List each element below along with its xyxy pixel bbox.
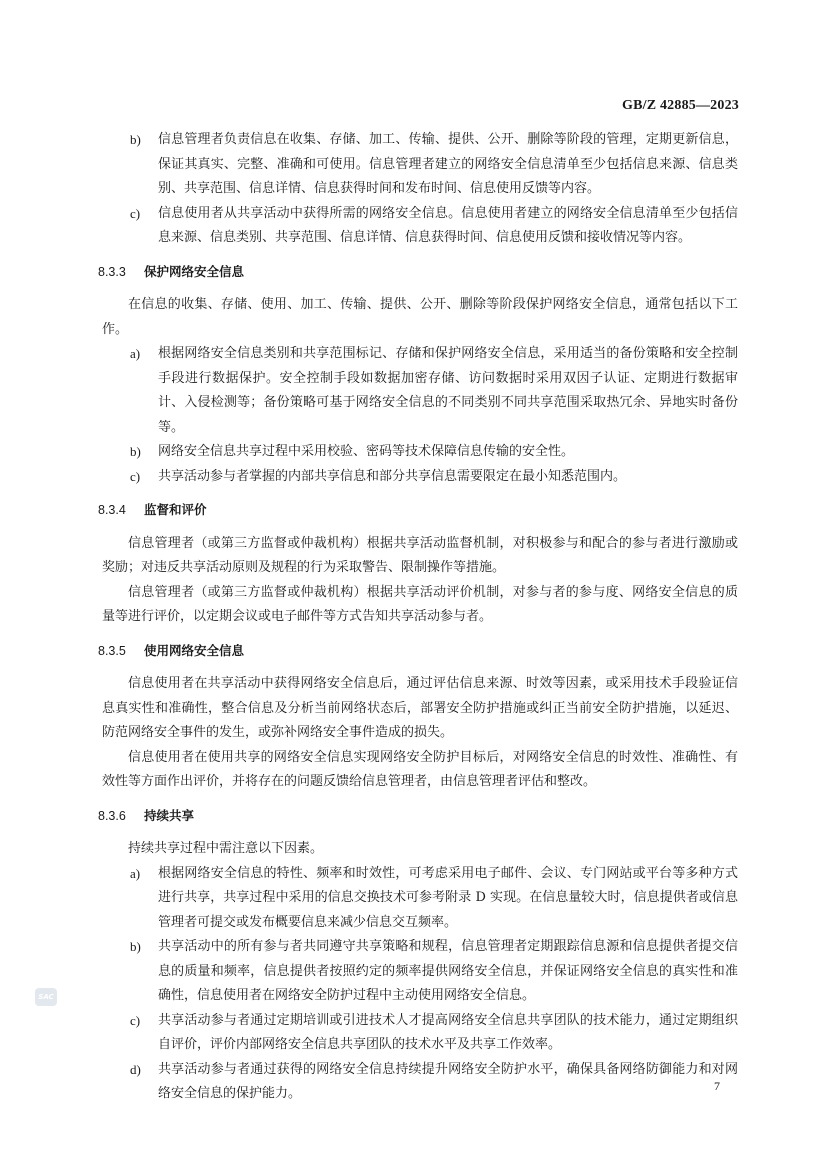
- section-heading-8-3-5: [98, 639, 738, 664]
- list-text: 共享活动参与者通过定期培训或引进技术人才提高网络安全信息共享团队的技术能力，通过定期组织自评价，评价内部网络安全信息共享团队的技术水平及共享工作效率。: [158, 1012, 738, 1052]
- section-title: 持续共享: [144, 807, 195, 823]
- list-text: 信息管理者负责信息在收集、存储、加工、传输、提供、公开、删除等阶段的管理，定期更新信息，保证其真实、完整、准确和可使用。信息管理者建立的网络安全信息清单至少包括信息来源、信息类别、共享范围、信息详情、信息获得时间和发布时间、信息使用反馈等内容。: [158, 132, 738, 196]
- list-text: 共享活动中的所有参与者共同遵守共享策略和规程，信息管理者定期跟踪信息源和信息提供者提交信息的质量和频率，信息提供者按照约定的频率提供网络安全信息，并保证网络安全信息的真实性和准确性，信息使用者在网络安全防护过程中主动使用网络安全信息。: [158, 939, 738, 1003]
- document-body: [98, 128, 738, 1107]
- sac-watermark-logo: SAC: [35, 988, 57, 1006]
- list-text: 根据网络安全信息的特性、频率和时效性，可考虑采用电子邮件、会议、专门网站或平台等多种方式进行共享，共享过程中采用的信息交换技术可参考附录 D 实现。在信息量较大时，信息提供者或信息管理者可提交或发布概要信息来减少信息交互频率。: [158, 865, 738, 930]
- paragraph: 信息管理者（或第三方监督或仲裁机构）根据共享活动监督机制，对积极参与和配合的参与者进行激励或奖励；对违反共享活动原则及规程的行为采取警告、限制操作等措施。: [102, 535, 738, 575]
- list-item: [130, 1009, 738, 1058]
- paragraph: 信息管理者（或第三方监督或仲裁机构）根据共享活动评价机制，对参与者的参与度、网络安全信息的质量等进行评价，以定期会议或电子邮件等方式告知共享活动参与者。: [102, 584, 738, 624]
- standard-code: GB/Z 42885—2023: [622, 98, 739, 113]
- list-item: [130, 935, 738, 1009]
- list-marker: c): [130, 468, 141, 484]
- section-number: 8.3.4: [98, 503, 126, 517]
- list-text: 共享活动参与者通过获得的网络安全信息持续提升网络安全防护水平，确保具备网络防御能力和对网络安全信息的保护能力。: [158, 1061, 738, 1101]
- list-text: 根据网络安全信息类别和共享范围标记、存储和保护网络安全信息，采用适当的备份策略和安全控制手段进行数据保护。安全控制手段如数据加密存储、访问数据时采用双因子认证、定期进行数据审计、入侵检测等；备份策略可基于网络安全信息的不同类别不同共享范围采取热冗余、异地实时备份等。: [158, 346, 738, 435]
- list-item: [130, 1058, 738, 1107]
- section-title: 监督和评价: [144, 502, 207, 517]
- list-item: [130, 342, 738, 440]
- list-marker: b): [130, 444, 141, 459]
- list-marker: d): [130, 1061, 141, 1077]
- section-title: 保护网络安全信息: [144, 263, 245, 279]
- list-item: [130, 465, 738, 490]
- section-heading-8-3-4: [98, 498, 738, 523]
- list-marker: a): [130, 865, 141, 881]
- paragraph: 在信息的收集、存储、使用、加工、传输、提供、公开、删除等阶段保护网络安全信息，通常包括以下工作。: [102, 297, 738, 337]
- section-number: 8.3.3: [98, 264, 126, 279]
- section-title: 使用网络安全信息: [144, 642, 245, 658]
- list-marker: c): [130, 1012, 141, 1028]
- list-marker: b): [130, 939, 141, 954]
- list-marker: c): [130, 205, 141, 221]
- list-text: 信息使用者从共享活动中获得所需的网络安全信息。信息使用者建立的网络安全信息清单至少包括信息来源、信息类别、共享范围、信息详情、信息获得时间、信息使用反馈和接收情况等内容。: [158, 205, 738, 245]
- section-number: 8.3.6: [98, 808, 126, 823]
- paragraph: 信息使用者在共享活动中获得网络安全信息后，通过评估信息来源、时效等因素，或采用技术手段验证信息真实性和准确性，整合信息及分析当前网络状态后，部署安全防护措施或纠正当前安全防护措施，以延迟、防范网络安全事件的发生，或弥补网络安全事件造成的损失。: [102, 676, 738, 740]
- list-item: [130, 862, 738, 936]
- paragraph: 信息使用者在使用共享的网络安全信息实现网络安全防护目标后，对网络安全信息的时效性、准确性、有效性等方面作出评价，并将存在的问题反馈给信息管理者，由信息管理者评估和整改。: [102, 749, 738, 789]
- list-text: 共享活动参与者掌握的内部共享信息和部分共享信息需要限定在最小知悉范围内。: [158, 468, 627, 484]
- list-marker: b): [130, 132, 141, 147]
- section-number: 8.3.5: [98, 643, 126, 658]
- paragraph: 持续共享过程中需注意以下因素。: [128, 841, 324, 856]
- list-text: 网络安全信息共享过程中采用校验、密码等技术保障信息传输的安全性。: [158, 444, 575, 459]
- page-number: 7: [714, 1079, 720, 1093]
- list-item: [130, 440, 738, 465]
- list-item: [130, 128, 738, 202]
- section-heading-8-3-6: [98, 804, 738, 829]
- section-heading-8-3-3: [98, 260, 738, 285]
- list-item: [130, 202, 738, 251]
- list-marker: a): [130, 346, 141, 361]
